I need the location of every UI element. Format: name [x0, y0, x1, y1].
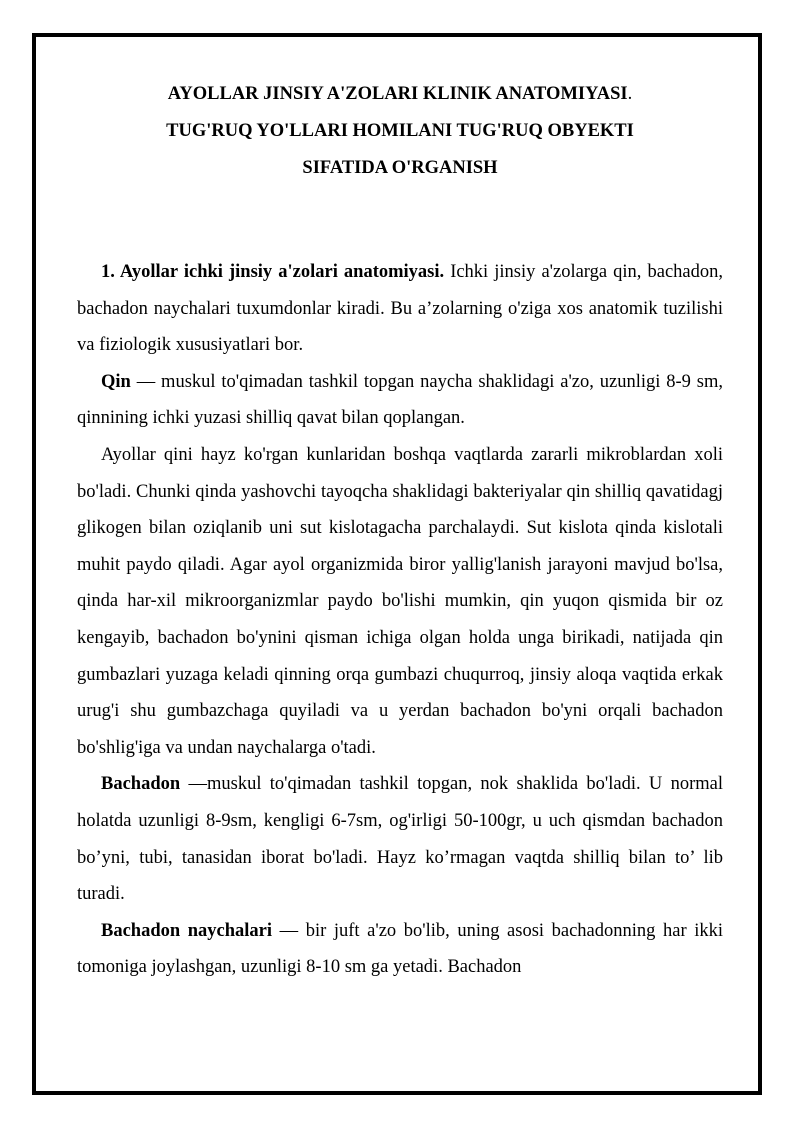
title-line-1-dot: . — [627, 84, 633, 104]
section-heading: 1. Ayollar ichki jinsiy a'zolari anatomiyasi. — [101, 262, 445, 282]
paragraph-bachadon — [77, 766, 723, 912]
title-line-1 — [60, 76, 740, 113]
paragraph-internal-organs — [77, 254, 723, 364]
document-body — [77, 254, 723, 986]
term-qin: Qin — [101, 371, 131, 392]
title-line-2: TUG'RUQ YO'LLARI HOMILANI TUG'RUQ OBYEKTI — [166, 121, 634, 141]
term-bachadon-naychalari: Bachadon naychalari — [101, 920, 273, 941]
paragraph-text: Ichki jinsiy a'zolarga qin, bachadon, bachadon naychalari tuxumdonlar kiradi. Bu a’zolarning o'ziga xos anatomik tuzilishi va fiziologik xususiyatlari bor. — [77, 262, 723, 356]
title-line-1-text: AYOLLAR JINSIY A'ZOLARI KLINIK ANATOMIYASI — [167, 84, 628, 104]
title-line-3: SIFATIDA O'RGANISH — [302, 158, 498, 178]
paragraph-text: — bir juft a'zo bo'lib, uning asosi bachadonning har ikki tomoniga joylashgan, uzunligi 8-10 sm ga yetadi. Bachadon — [77, 920, 723, 978]
paragraph-text: —muskul to'qimadan tashkil topgan, nok shaklida bo'ladi. U normal holatda uzunligi 8-9sm, kengligi 6-7sm, og'irligi 50-100gr, u uch qismdan bachadon bo’yni, tubi, tanasidan iborat bo'ladi. Hayz ko’rmagan vaqtda shilliq bilan to’ lib turadi. — [77, 774, 723, 905]
paragraph-qin-flora — [77, 437, 723, 766]
document-title — [60, 76, 740, 187]
paragraph-qin — [77, 364, 723, 437]
term-bachadon: Bachadon — [101, 774, 181, 795]
paragraph-text: — muskul to'qimadan tashkil topgan naycha shaklidagi a'zo, uzunligi 8-9 sm, qinnining ichki yuzasi shilliq qavat bilan qoplangan. — [77, 371, 723, 429]
paragraph-text: Ayollar qini hayz ko'rgan kunlaridan boshqa vaqtlarda zararli mikroblardan xoli bo'ladi. Chunki qinda yashovchi tayoqcha shaklidagi bakteriyalar qin shilliq qavatidagj glikogen bilan oziqlanib uni sut kislotagacha parchalaydi. Sut kislota qinda kislotali muhit paydo qiladi. Agar ayol organizmida biror yallig'lanish jarayoni mavjud bo'lsa, qinda har-xil mikroorganizmlar paydo bo'lishi mumkin, qin yuqon qismida bir oz kengayib, bachadon bo'ynini qisman ichiga olgan holda unga birikadi, natijada qin gumbazlari yuzaga keladi qinning orqa gumbazi chuqurroq, jinsiy aloqa vaqtida erkak urug'i shu gumbazchaga quyiladi va u yerdan bachadon bo'yni orqali bachadon bo'shlig'iga va undan naychalarga o'tadi. — [77, 444, 723, 758]
paragraph-bachadon-naychalari — [77, 913, 723, 986]
